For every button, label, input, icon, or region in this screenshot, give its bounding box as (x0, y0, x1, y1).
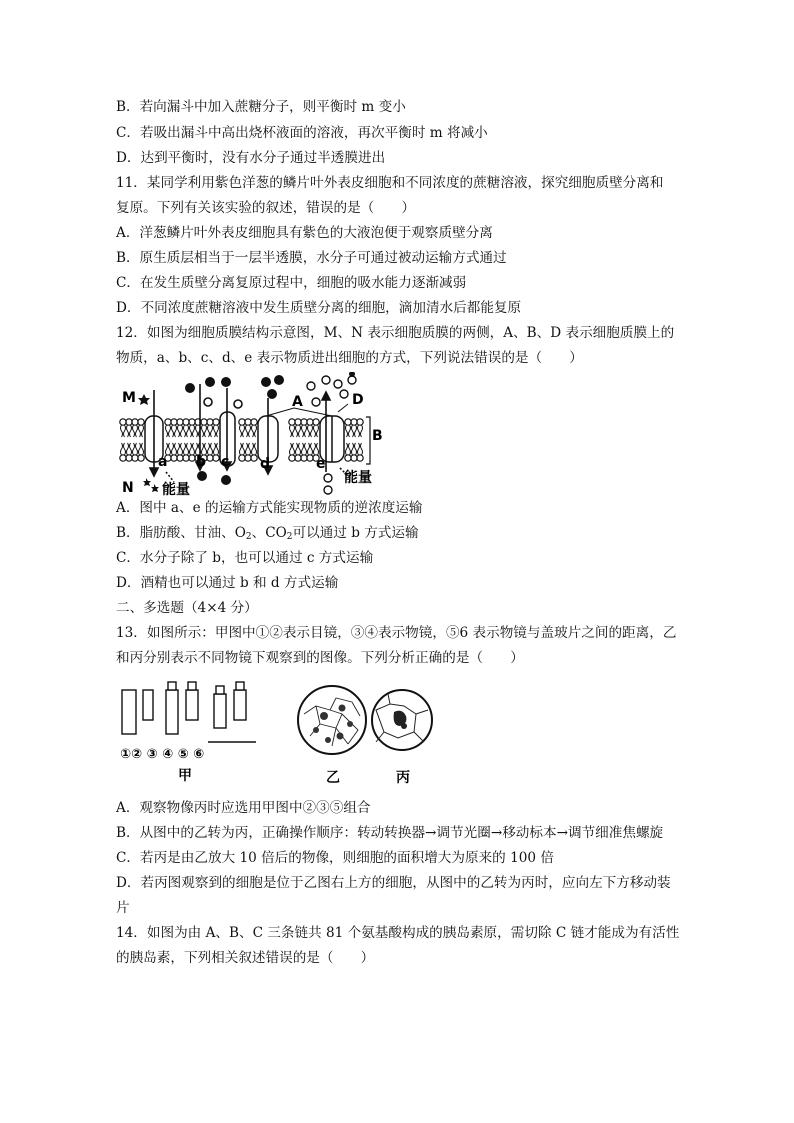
microscope-views (296, 684, 436, 784)
q10-option-c: C．若吸出漏斗中高出烧杯液面的溶液，再次平衡时 m 将减小 (116, 125, 488, 141)
view-bing (372, 690, 432, 750)
q10-option-d: D．达到平衡时，没有水分子通过半透膜进出 (116, 150, 386, 166)
q14-stem-line1: 14．如图为由 A、B、C 三条链共 81 个氨基酸构成的胰岛素原，需切除 C 链才能成为有活性 (116, 925, 680, 941)
label-d: d (260, 456, 271, 472)
q12-option-b: B．脂肪酸、甘油、$O_2$、$CO_2$可以通过 b 方式运输 (116, 525, 419, 542)
q13-option-a: A．观察物像丙时应选用甲图中②③⑤组合 (116, 800, 371, 816)
q13-stem-line2: 和丙分别表示不同物镜下观察到的图像。下列分析正确的是（ ） (116, 650, 524, 666)
label-D: D (352, 392, 364, 408)
label-yi: 乙 (326, 770, 340, 784)
label-bing: 丙 (396, 770, 410, 784)
q13-option-d-line1: D．若丙图观察到的细胞是位于乙图右上方的细胞，从图中的乙转为丙时，应向左下方移动装 (116, 875, 671, 891)
lens-numbers: ①② ③ ④ ⑤ ⑥ (120, 747, 205, 762)
label-M: M (122, 390, 136, 406)
label-A: A (292, 394, 303, 410)
q11-option-c: C．在发生质壁分离复原过程中，细胞的吸水能力逐渐减弱 (116, 275, 467, 291)
q13-option-d-line2: 片 (116, 900, 130, 916)
label-c: c (221, 454, 230, 470)
label-e: e (316, 456, 326, 472)
q10-option-b: B．若向漏斗中加入蔗糖分子，则平衡时 m 变小 (116, 99, 406, 115)
label-B: B (372, 428, 383, 444)
microscope-lens-diagram (116, 676, 276, 786)
label-energy-left: 能量 (162, 482, 190, 496)
q12-option-c: C．水分子除了 b，也可以通过 c 方式运输 (116, 550, 374, 566)
section-heading: 二、多选题（4×4 分） (116, 600, 258, 616)
q13-option-b: B．从图中的乙转为丙，正确操作顺序：转动转换器→调节光圈→移动标本→调节细准焦螺旋 (116, 825, 664, 841)
label-jia: 甲 (178, 768, 192, 784)
label-a: a (158, 454, 168, 470)
q12-option-a: A．图中 a、e 的运输方式能实现物质的逆浓度运输 (116, 500, 423, 516)
label-N: N (122, 480, 134, 496)
view-yi (298, 686, 366, 754)
q13-stem-line1: 13．如图所示：甲图中①②表示目镜，③④表示物镜，⑤6 表示物镜与盖玻片之间的距离，乙 (116, 625, 677, 641)
q11-option-d: D．不同浓度蔗糖溶液中发生质壁分离的细胞，滴加清水后都能复原 (116, 300, 522, 316)
q12-stem-line1: 12．如图为细胞质膜结构示意图，M、N 表示细胞质膜的两侧，A、B、D 表示细胞质膜上的 (116, 325, 675, 341)
q11-option-b: B．原生质层相当于一层半透膜，水分子可通过被动运输方式通过 (116, 250, 507, 266)
outside-molecules (138, 372, 356, 408)
q11-stem-line2: 复原。下列有关该实验的叙述，错误的是（ ） (116, 200, 416, 216)
q12-stem-line2: 物质，a、b、c、d、e 表示物质进出细胞的方式，下列说法错误的是（ ） (116, 350, 583, 366)
q14-stem-line2: 的胰岛素，下列相关叙述错误的是（ ） (116, 950, 375, 966)
q13-option-c: C．若丙是由乙放大 10 倍后的物像，则细胞的面积增大为原来的 100 倍 (116, 850, 554, 866)
q11-option-a: A．洋葱鳞片叶外表皮细胞具有紫色的大液泡便于观察质壁分离 (116, 225, 493, 241)
q11-stem-line1: 11．某同学利用紫色洋葱的鳞片叶外表皮细胞和不同浓度的蔗糖溶液，探究细胞质壁分离和 (116, 175, 664, 191)
q12-option-d: D．酒精也可以通过 b 和 d 方式运输 (116, 575, 339, 591)
label-energy-right: 能量 (344, 470, 372, 486)
label-b: b (196, 454, 207, 470)
membrane-diagram (116, 372, 396, 496)
